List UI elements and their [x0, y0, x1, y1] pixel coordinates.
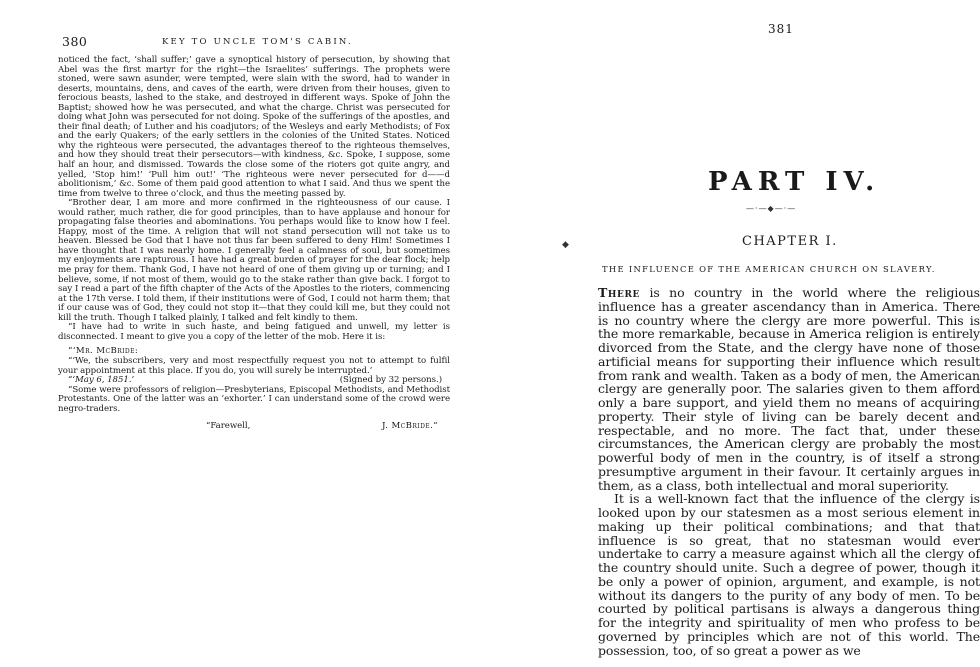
left-page-header: [58, 30, 450, 50]
right-page-body: [598, 286, 980, 657]
left-page-body: [58, 56, 450, 432]
paragraph-statesmen: It is a well-known fact that the influence of the clergy is looked upon by our statesmen as a most serious element in making up their political combinations; and that that influence is so great, that no statesman would ever undertake to carry a measure against which all the clergy of the country should unite. Such a degree of power, though it be only a power of opinion, argument, and example, is not without its dangers to the purity of any body of men. To be courted by political partisans is always a dangerous thing for the integrity and spirituality of men who profess to be governed by principles which are not of this world. The possession, too, of so great a power as we: [598, 491, 980, 658]
paragraph-influence-text: is no country in the world where the religious influence has a greater ascendancy than in America. There is no country where the clergy are more powerful. This is the more remarkable, because in America religion is entirely divorced from the State, and the clergy have none of those artificial means for supporting their influence which result from rank and wealth. Taken as a body of men, the American clergy are generally poor. The salaries given to them afford only a bare support, and yield them no means of acquiring property. Their style of living can be barely decent and respectable, and no more. The fact that, under these circumstances, the American clergy are probably the most powerful body of men in the country, is of itself a strong presumptive argument in their favour. It certainly argues in them, as a class, both intellectual and moral superiority.: [598, 285, 980, 493]
paragraph-continuation: noticed the fact, ‘shall suffer;’ gave a synoptical history of persecution, by showing that Abel was the first martyr for the right—the Israelites’ sufferings. The prophets were stoned, were sawn asunder, were tempted, were slain with the sword, had to wander in deserts, mountains, dens, and caves of the earth, were driven from their houses, given to ferocious beasts, lashed to the stake, and destroyed in different ways. Spoke of John the Baptist; showed how he was persecuted, and what the charge. Christ was persecuted for doing what John was persecuted for not doing. Spoke of the sufferings of the apostles, and their final death; of Luther and his coadjutors; of the Wesleys and early Methodists; of Fox and the early Quakers; of the early settlers in the colonies of the United States. Noticed why the righteous were persecuted, the advantages thereof to the righteous themselves, and how they should treat their persecutors—with kindness, &c. Spoke, I suppose, some half an hour, and dismissed. Towards the close some of the rioters got quite angry, and yelled, ‘Stop him!’ ‘Pull him out!’ ‘The righteous were never persecuted for d——d abolitionism,’ &c. Some of them paid good attention to what I said. And thus we spent the time from twelve to three o’clock, and thus the meeting passed by.: [58, 55, 450, 199]
running-head: KEY TO UNCLE TOM'S CABIN.: [162, 37, 353, 47]
left-page: [58, 30, 450, 650]
gutter-mark: ◆: [562, 240, 569, 250]
part-title: PART IV.: [708, 167, 881, 197]
letter-date: “‘May 6, 1851.’: [68, 375, 135, 386]
paragraph-influence: [598, 286, 980, 492]
paragraph-brother-dear: “Brother dear, I am more and more confirmed in the righteousness of our cause. I would rather, much rather, die for good principles, than to have applause and honour for propagating false theories and abominations. You perhaps would like to know how I feel. Happy, most of the time. A religion that will not stand persecution will not take us to heaven. Blessed be God that I have not thus far been suffered to deny Him! Sometimes I have thought that I was nearly home. I generally feel a calmness of soul, but sometimes my enjoyments are rapturous. I have had a great burden of prayer for the dear flock; help me pray for them. Thank God, I have not heard of one of them giving up or turning; and I believe, some, if not most of them, would go to the stake rather than give back. I forgot to say I read a part of the fifth chapter of the Acts of the Apostles to the rioters, commencing at the 17th verse. I told them, if their institutions were of God, I could not harm them; that if our cause was of God, they could not stop it—that they could kill me, but they could not kill the truth. Though I talked plainly, I talked and felt kindly to them.: [58, 198, 450, 323]
paragraph-haste: “I have had to write in such haste, and being fatigued and unwell, my letter is disconnected. I meant to give you a copy of the letter of the mob. Here it is:: [58, 322, 450, 342]
chapter-title: CHAPTER I.: [742, 234, 838, 249]
letter-signed: (Signed by 32 persons.): [339, 375, 442, 386]
chapter-subtitle: THE INFLUENCE OF THE AMERICAN CHURCH ON SLAVERY.: [602, 264, 936, 274]
paragraph-professors: “Some were professors of religion—Presbyterians, Episcopal Methodists, and Methodist Protestants. One of the latter was an ‘exhorter.’ I can understand some of the crowd were negro-traders.: [58, 384, 450, 414]
opening-word: There: [598, 285, 641, 300]
farewell: “Farewell,: [206, 421, 251, 432]
page-number-left: 380: [62, 34, 88, 49]
letter-salutation: “‘Mr. McBride:: [68, 346, 139, 357]
letter-signoff: [58, 422, 450, 432]
letter-body: “‘We, the subscribers, very and most respectfully request you not to attempt to fulfil your appointment at this place. If you do, you will surely be interrupted.’: [58, 355, 450, 376]
ornament-divider: —·—◆—·—: [746, 204, 797, 213]
mob-letter: [58, 347, 450, 385]
signature: J. McBride.”: [382, 421, 438, 432]
page-number-right: 381: [768, 22, 794, 36]
right-page: [598, 0, 980, 667]
